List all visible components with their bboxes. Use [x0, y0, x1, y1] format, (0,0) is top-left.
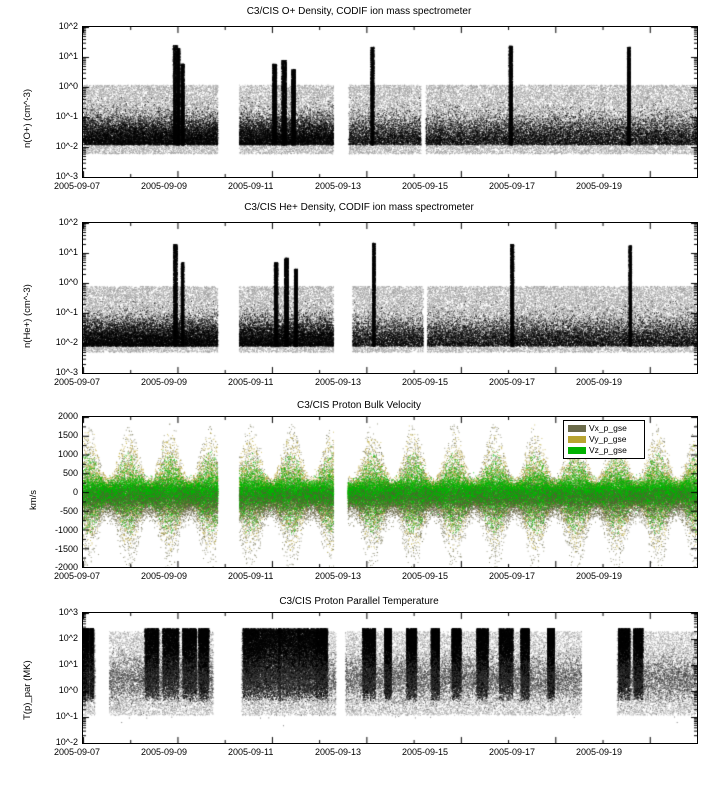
- panel-title: C3/CIS He+ Density, CODIF ion mass spectrometer: [244, 202, 474, 213]
- legend-entry: [568, 445, 640, 456]
- x-tick-label: 2005-09-17: [489, 377, 536, 387]
- x-tick-label: 2005-09-13: [315, 377, 362, 387]
- panel-title: C3/CIS Proton Parallel Temperature: [279, 596, 439, 607]
- x-tick-label: 2005-09-11: [228, 747, 274, 757]
- x-tick-label: 2005-09-15: [402, 747, 449, 757]
- y-axis-label: n(O+) (cm^-3): [22, 88, 33, 148]
- y-tick-label: 10^2: [58, 21, 78, 31]
- panel-o-plus-density: [0, 0, 718, 200]
- panel-proton-parallel-temperature: [0, 588, 718, 803]
- x-tick-label: 2005-09-19: [576, 747, 623, 757]
- plot-data-area: [83, 613, 697, 743]
- legend-swatch-vy: [568, 436, 586, 443]
- plot-data-area: [83, 223, 697, 373]
- x-tick-label: 2005-09-13: [315, 571, 362, 581]
- x-tick-label: 2005-09-09: [141, 377, 188, 387]
- legend: [563, 420, 645, 459]
- panel-proton-bulk-velocity: [0, 392, 718, 592]
- y-tick-label: 10^0: [58, 685, 78, 695]
- y-tick-label: 10^-3: [55, 171, 78, 181]
- legend-label: Vx_p_gse: [589, 423, 627, 433]
- x-tick-label: 2005-09-19: [576, 377, 623, 387]
- x-tick-label: 2005-09-13: [315, 747, 362, 757]
- x-tick-label: 2005-09-19: [576, 571, 623, 581]
- y-tick-label: 10^-1: [55, 111, 78, 121]
- legend-label: Vy_p_gse: [589, 434, 627, 444]
- y-tick-label: 10^2: [58, 217, 78, 227]
- y-tick-label: 10^2: [58, 633, 78, 643]
- x-tick-label: 2005-09-07: [54, 571, 101, 581]
- x-tick-label: 2005-09-07: [54, 377, 101, 387]
- x-tick-label: 2005-09-19: [576, 181, 623, 191]
- x-tick-label: 2005-09-15: [402, 181, 449, 191]
- y-axis-label: n(He+) (cm^-3): [22, 284, 33, 348]
- y-tick-label: 10^1: [58, 51, 78, 61]
- y-tick-label: 10^-2: [55, 141, 78, 151]
- x-tick-label: 2005-09-11: [228, 571, 274, 581]
- legend-entry: [568, 434, 640, 445]
- y-tick-label: 10^1: [58, 659, 78, 669]
- y-tick-label: 10^-1: [55, 307, 78, 317]
- y-tick-label: 10^0: [58, 81, 78, 91]
- x-tick-label: 2005-09-15: [402, 377, 449, 387]
- legend-swatch-vz: [568, 447, 586, 454]
- y-tick-label: 10^-2: [55, 737, 78, 747]
- y-tick-label: 10^-3: [55, 367, 78, 377]
- y-tick-label: 500: [62, 468, 78, 478]
- y-tick-label: -500: [59, 506, 78, 516]
- x-tick-label: 2005-09-07: [54, 181, 101, 191]
- x-tick-label: 2005-09-17: [489, 181, 536, 191]
- x-tick-label: 2005-09-11: [228, 181, 274, 191]
- panel-title: C3/CIS O+ Density, CODIF ion mass spectrometer: [246, 6, 472, 17]
- x-tick-label: 2005-09-17: [489, 747, 536, 757]
- x-tick-label: 2005-09-17: [489, 571, 536, 581]
- x-tick-label: 2005-09-09: [141, 747, 188, 757]
- y-tick-label: -2000: [54, 562, 78, 572]
- y-tick-label: 1500: [57, 430, 78, 440]
- y-tick-label: 10^-1: [55, 711, 78, 721]
- y-tick-label: 10^1: [58, 247, 78, 257]
- y-tick-label: 0: [72, 487, 78, 497]
- y-tick-label: 10^0: [58, 277, 78, 287]
- x-tick-label: 2005-09-09: [141, 181, 188, 191]
- y-tick-label: 10^3: [58, 607, 78, 617]
- legend-label: Vz_p_gse: [589, 445, 627, 455]
- legend-entry: [568, 423, 640, 434]
- y-tick-label: 10^-2: [55, 337, 78, 347]
- y-tick-label: 1000: [57, 449, 78, 459]
- legend-swatch-vx: [568, 425, 586, 432]
- x-tick-label: 2005-09-15: [402, 571, 449, 581]
- panel-he-plus-density: [0, 196, 718, 396]
- x-tick-label: 2005-09-07: [54, 747, 101, 757]
- y-tick-label: 2000: [57, 411, 78, 421]
- x-tick-label: 2005-09-13: [315, 181, 362, 191]
- x-tick-label: 2005-09-11: [228, 377, 274, 387]
- y-axis-label: T(p)_par (MK): [22, 660, 33, 720]
- plot-data-area: [83, 27, 697, 177]
- y-tick-label: -1000: [54, 525, 78, 535]
- y-tick-label: -1500: [54, 544, 78, 554]
- x-tick-label: 2005-09-09: [141, 571, 188, 581]
- y-axis-label: km/s: [28, 489, 39, 510]
- panel-title: C3/CIS Proton Bulk Velocity: [297, 400, 421, 411]
